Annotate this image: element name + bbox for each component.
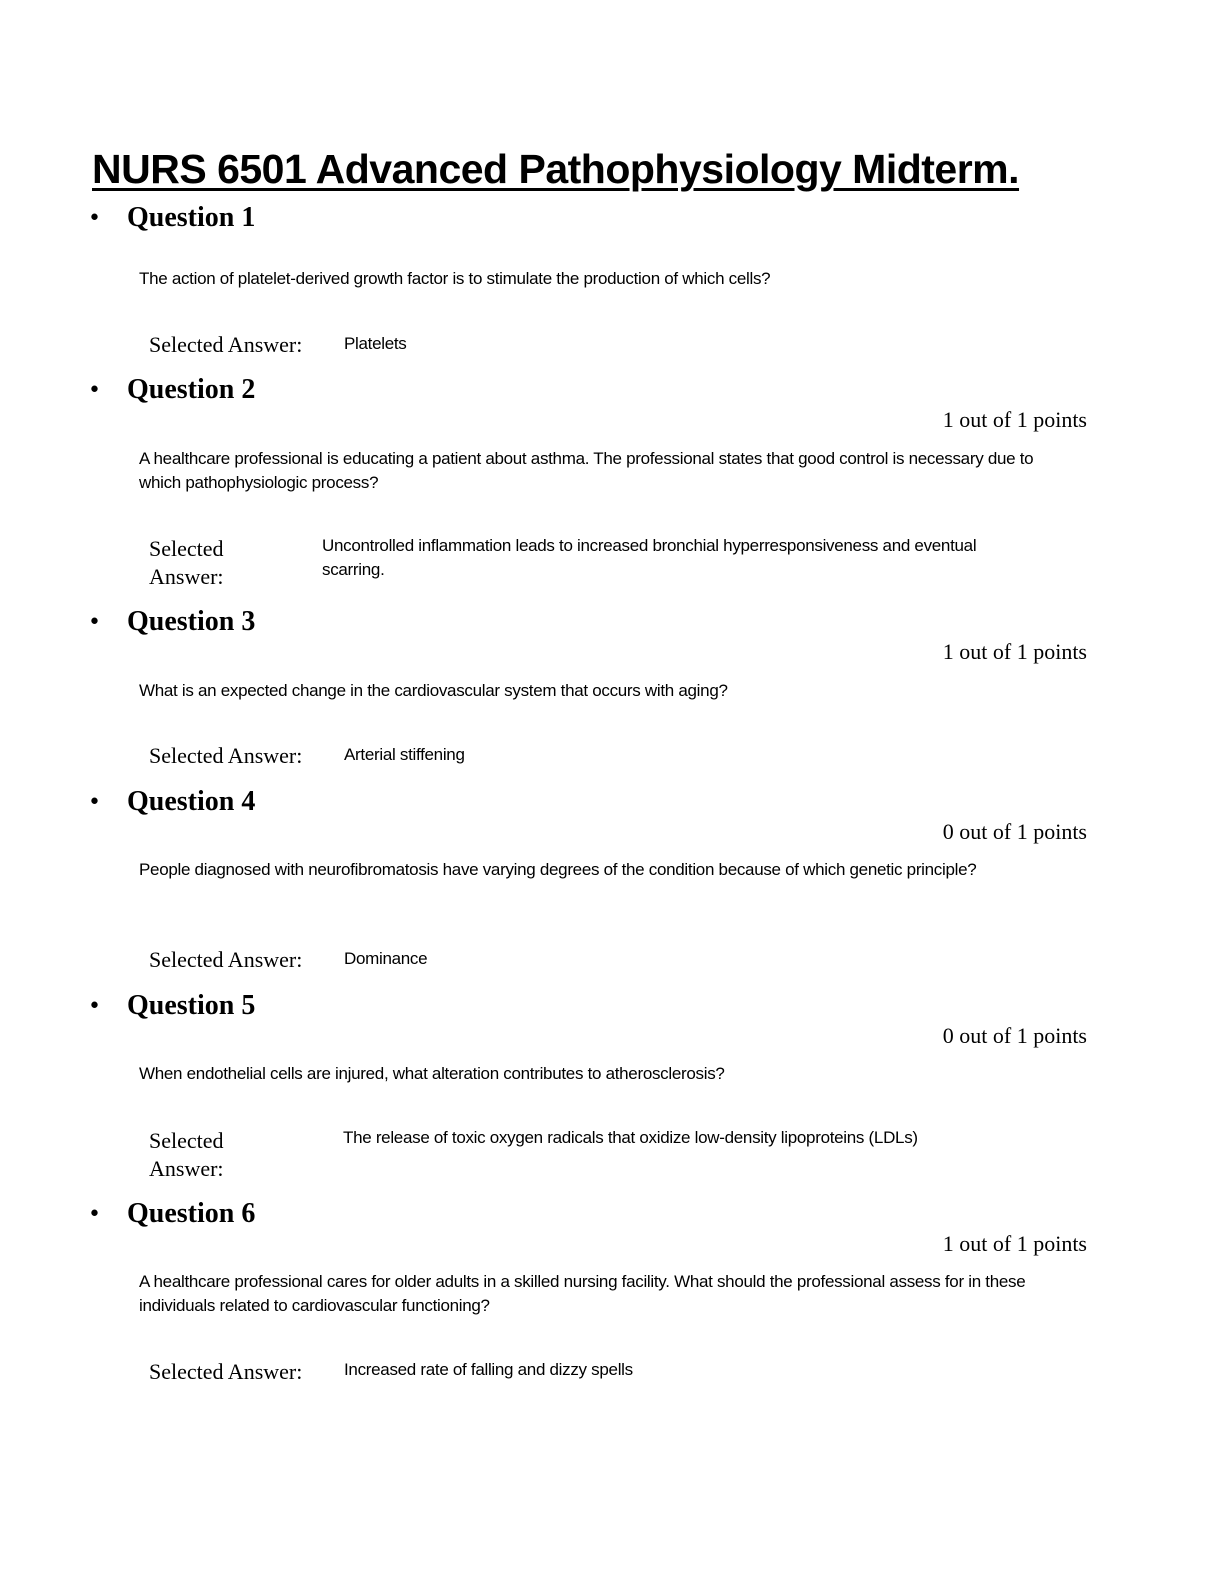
selected-answer-label: Selected Answer:: [149, 743, 303, 768]
bullet-icon: •: [88, 1202, 101, 1227]
selected-answer: The release of toxic oxygen radicals that oxidize low-density lipoproteins (LDLs): [343, 1128, 918, 1147]
selected-answer-label: Selected Answer:: [149, 1359, 303, 1384]
question-text: When endothelial cells are injured, what alteration contributes to atherosclerosis?: [139, 1064, 725, 1083]
question-text: A healthcare professional is educating a patient about asthma. The professional states that good control is necessary due to which pathophysiologic process?: [139, 449, 1034, 492]
question-heading: Question 3: [127, 606, 256, 637]
selected-answer-label: Selected Answer:: [149, 332, 303, 357]
bullet-icon: •: [88, 994, 101, 1019]
question-points: 1 out of 1 points: [942, 639, 1087, 664]
question-points: 1 out of 1 points: [942, 1231, 1087, 1256]
bullet-icon: •: [88, 610, 101, 635]
selected-label-line1: Selected: [149, 536, 224, 561]
selected-answer: Uncontrolled inflammation leads to increased bronchial hyperresponsiveness and eventual scarring.: [322, 536, 977, 579]
selected-label-line2: Answer:: [149, 564, 224, 589]
question-heading: Question 4: [127, 786, 256, 817]
question-text: What is an expected change in the cardiovascular system that occurs with aging?: [139, 681, 728, 700]
selected-answer-label: Selected Answer:: [149, 947, 303, 972]
bullet-icon: •: [88, 206, 101, 231]
selected-answer: Platelets: [344, 334, 407, 353]
selected-answer: Dominance: [344, 949, 428, 968]
question-text: A healthcare professional cares for older adults in a skilled nursing facility. What should the professional assess for in these individuals related to cardiovascular functioning?: [139, 1272, 1026, 1315]
question-points: 0 out of 1 points: [942, 819, 1087, 844]
question-heading: Question 1: [127, 202, 256, 233]
question-text: People diagnosed with neurofibromatosis have varying degrees of the condition because of which genetic principle?: [139, 860, 977, 879]
selected-answer: Increased rate of falling and dizzy spells: [344, 1360, 633, 1379]
question-heading: Question 2: [127, 374, 256, 405]
document-title: NURS 6501 Advanced Pathophysiology Midterm.: [92, 146, 1020, 192]
selected-answer: Arterial stiffening: [344, 745, 465, 764]
selected-label-line2: Answer:: [149, 1156, 224, 1181]
bullet-icon: •: [88, 378, 101, 403]
question-heading: Question 6: [127, 1198, 256, 1229]
question-text: The action of platelet-derived growth factor is to stimulate the production of which cells?: [139, 269, 771, 288]
question-points: 1 out of 1 points: [942, 407, 1087, 432]
bullet-icon: •: [88, 790, 101, 815]
question-points: 0 out of 1 points: [942, 1023, 1087, 1048]
selected-label-line1: Selected: [149, 1128, 224, 1153]
question-heading: Question 5: [127, 990, 256, 1021]
